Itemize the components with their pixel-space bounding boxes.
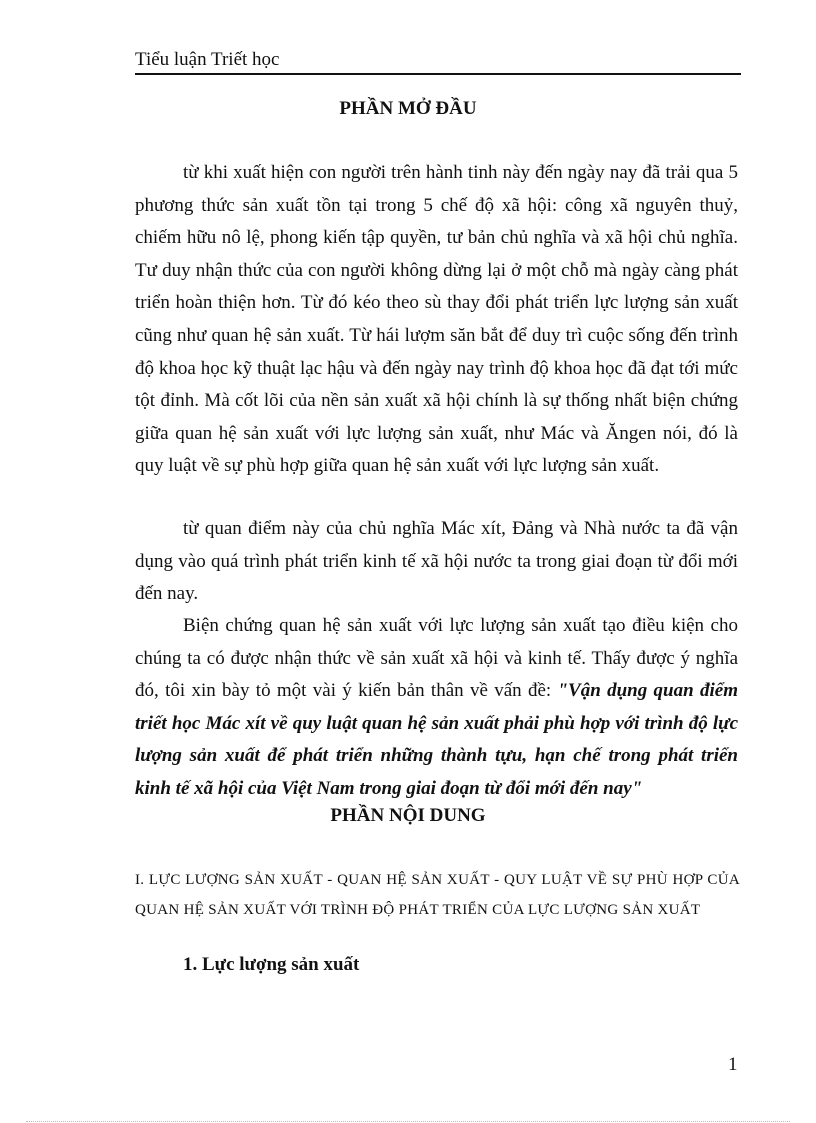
subsection-heading-1: 1. Lực lượng sản xuất xyxy=(183,954,360,975)
essay-topic: "Vận dụng quan điểm triết học Mác xít về quy luật quan hệ sản xuất phải phù hợp với trình độ lực lượng sản xuất để phát triển những thành tựu, hạn chế trong phát triển kinh tế xã hội của Việt Nam trong giai đoạn từ đổi mới đến nay" xyxy=(135,680,738,799)
intro-paragraph-3-lead: Biện chứng quan hệ sản xuất với lực lượng sản xuất tạo điều kiện cho chúng ta có được nhận thức về sản xuất xã hội và kinh tế. Thấy được ý nghĩa đó, tôi xin bày tỏ một vài ý kiến bản thân về vấn đề: xyxy=(135,615,738,702)
page-bottom-divider xyxy=(26,1121,790,1122)
intro-paragraph-1: từ khi xuất hiện con người trên hành tinh này đến ngày nay đã trải qua 5 phương thức sản xuất tồn tại trong 5 chế độ xã hội: công xã nguyên thuỷ, chiếm hữu nô lệ, phong kiến tập quyền, tư bản chủ nghĩa và xã hội chủ nghĩa. Tư duy nhận thức của con người không dừng lại ở một chỗ mà ngày càng phát triển hoàn thiện hơn. Từ đó kéo theo sù thay đổi phát triển lực lượng sản xuất cũng như quan hệ sản xuất. Từ hái lượm săn bắt để duy trì cuộc sống đến trình độ khoa học kỹ thuật lạc hậu và đến ngày nay trình độ khoa học đã đạt tới mức tột đỉnh. Mà cốt lõi của nền sản xuất xã hội chính là sự thống nhất biện chứng giữa quan hệ sản xuất với lực lượng sản xuất, như Mác và Ăngen nói, đó là quy luật về sự phù hợp giữa quan hệ sản xuất với lực lượng sản xuất. xyxy=(135,162,738,477)
header-title: Tiểu luận Triết học xyxy=(135,49,280,70)
page-header xyxy=(135,47,741,75)
section-heading-1: I. LỰC LƯỢNG SẢN XUẤT - QUAN HỆ SẢN XUẤT - QUY LUẬT VỀ SỰ PHÙ HỢP CỦA QUAN HỆ SẢN XUẤT VỚI TRÌNH ĐỘ PHÁT TRIỂN CỦA LỰC LƯỢNG SẢN XUẤT xyxy=(135,872,740,918)
content-title: PHẦN NỘI DUNG xyxy=(330,805,486,826)
intro-paragraph-2: từ quan điểm này của chủ nghĩa Mác xít, Đảng và Nhà nước ta đã vận dụng vào quá trình phát triển kinh tế xã hội nước ta trong giai đoạn từ đổi mới đến nay. xyxy=(135,518,738,605)
intro-title: PHẦN MỞ ĐẦU xyxy=(339,98,477,119)
page-number: 1 xyxy=(728,1054,738,1075)
intro-paragraph-3 xyxy=(135,610,738,806)
